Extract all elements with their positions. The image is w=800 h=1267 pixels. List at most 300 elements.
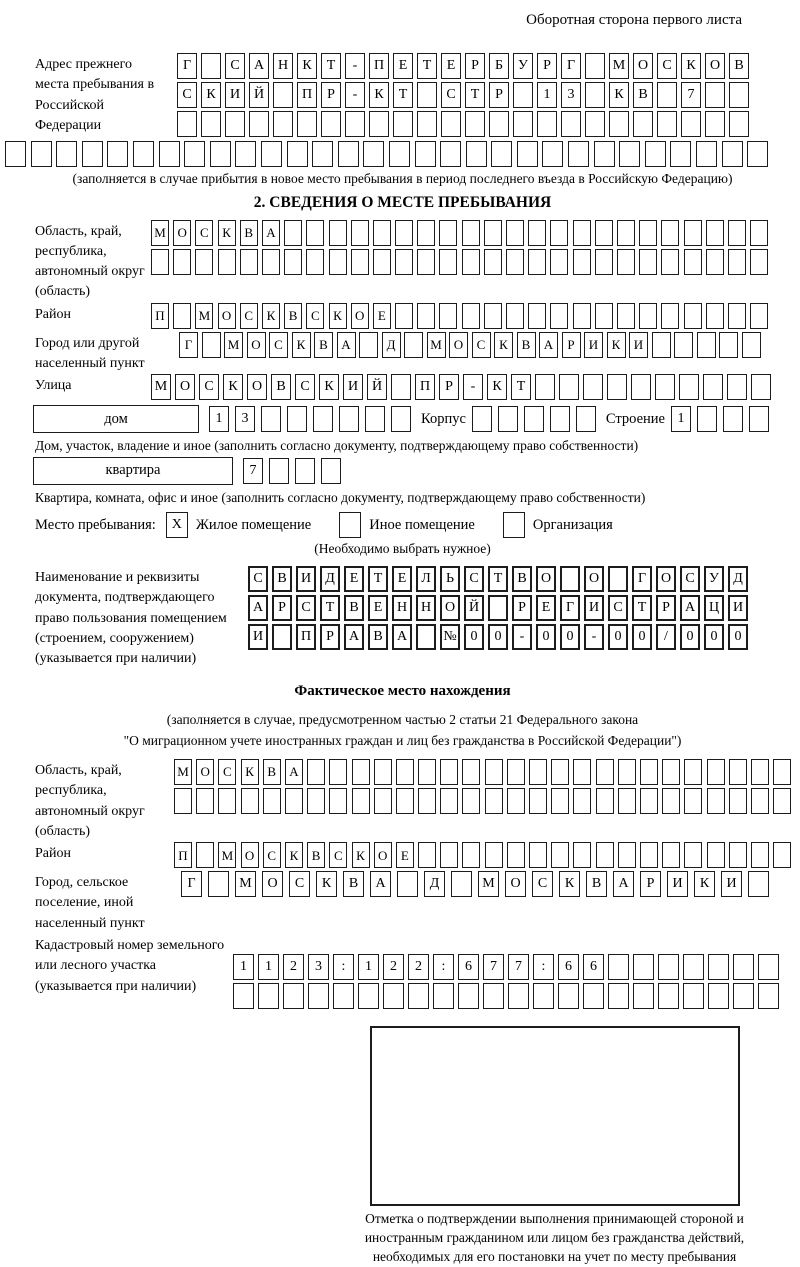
char-box[interactable] (773, 759, 791, 785)
char-box[interactable]: Е (441, 53, 461, 79)
char-box[interactable]: В (368, 624, 388, 650)
char-box[interactable]: В (512, 566, 532, 592)
char-box[interactable]: К (607, 332, 626, 358)
char-box[interactable]: Д (728, 566, 748, 592)
char-box[interactable]: О (175, 374, 195, 400)
char-box[interactable] (408, 983, 429, 1009)
char-box[interactable] (417, 111, 437, 137)
char-box[interactable] (440, 759, 458, 785)
char-box[interactable]: О (241, 842, 259, 868)
char-box[interactable] (417, 249, 435, 275)
char-box[interactable]: С (240, 303, 258, 329)
char-box[interactable] (662, 759, 680, 785)
char-box[interactable] (352, 759, 370, 785)
char-box[interactable] (369, 111, 389, 137)
char-box[interactable] (417, 303, 435, 329)
char-box[interactable]: 7 (483, 954, 504, 980)
char-box[interactable]: : (433, 954, 454, 980)
char-box[interactable]: С (306, 303, 324, 329)
char-box[interactable] (395, 249, 413, 275)
char-box[interactable] (751, 842, 769, 868)
char-box[interactable] (729, 111, 749, 137)
char-box[interactable] (440, 788, 458, 814)
char-box[interactable]: 3 (308, 954, 329, 980)
char-box[interactable]: 7 (243, 458, 263, 484)
char-box[interactable]: 2 (283, 954, 304, 980)
char-box[interactable]: Г (177, 53, 197, 79)
char-box[interactable] (528, 303, 546, 329)
char-box[interactable] (396, 759, 414, 785)
char-box[interactable] (208, 871, 229, 897)
char-box[interactable] (359, 332, 378, 358)
char-box[interactable] (329, 249, 347, 275)
char-box[interactable]: Т (488, 566, 508, 592)
char-box[interactable] (550, 406, 570, 432)
char-box[interactable] (662, 842, 680, 868)
char-box[interactable] (462, 842, 480, 868)
char-box[interactable] (498, 406, 518, 432)
char-box[interactable]: М (224, 332, 243, 358)
char-box[interactable]: Р (272, 595, 292, 621)
char-box[interactable] (218, 788, 236, 814)
char-box[interactable]: И (728, 595, 748, 621)
char-box[interactable]: М (427, 332, 446, 358)
char-box[interactable]: С (289, 871, 310, 897)
char-box[interactable] (391, 406, 411, 432)
char-box[interactable]: А (539, 332, 558, 358)
char-box[interactable] (568, 141, 589, 167)
char-box[interactable]: В (517, 332, 536, 358)
char-box[interactable] (658, 983, 679, 1009)
char-box[interactable]: С (225, 53, 245, 79)
char-box[interactable] (441, 111, 461, 137)
char-box[interactable]: Е (536, 595, 556, 621)
char-box[interactable]: Р (439, 374, 459, 400)
char-box[interactable]: 0 (536, 624, 556, 650)
char-box[interactable]: Н (416, 595, 436, 621)
char-box[interactable] (321, 458, 341, 484)
char-box[interactable]: 0 (704, 624, 724, 650)
char-box[interactable]: И (584, 332, 603, 358)
char-box[interactable] (306, 249, 324, 275)
char-box[interactable] (391, 374, 411, 400)
char-box[interactable] (225, 111, 245, 137)
char-box[interactable]: 1 (671, 406, 691, 432)
char-box[interactable]: К (201, 82, 221, 108)
char-box[interactable]: 3 (561, 82, 581, 108)
char-box[interactable] (533, 983, 554, 1009)
char-box[interactable] (396, 788, 414, 814)
char-box[interactable] (462, 788, 480, 814)
char-box[interactable]: Т (368, 566, 388, 592)
char-box[interactable]: 2 (408, 954, 429, 980)
char-box[interactable]: 3 (235, 406, 255, 432)
char-box[interactable]: А (249, 53, 269, 79)
organization-checkbox[interactable] (503, 512, 525, 538)
char-box[interactable] (338, 141, 359, 167)
char-box[interactable] (507, 759, 525, 785)
char-box[interactable] (558, 983, 579, 1009)
char-box[interactable] (697, 406, 717, 432)
char-box[interactable] (418, 842, 436, 868)
char-box[interactable]: Р (321, 82, 341, 108)
char-box[interactable]: Т (320, 595, 340, 621)
char-box[interactable] (196, 788, 214, 814)
char-box[interactable] (524, 406, 544, 432)
char-box[interactable]: У (704, 566, 724, 592)
char-box[interactable]: А (262, 220, 280, 246)
char-box[interactable] (339, 406, 359, 432)
char-box[interactable] (749, 406, 769, 432)
char-box[interactable]: С (218, 759, 236, 785)
char-box[interactable]: С (441, 82, 461, 108)
char-box[interactable]: О (374, 842, 392, 868)
char-box[interactable] (640, 842, 658, 868)
char-box[interactable] (373, 249, 391, 275)
char-box[interactable]: К (494, 332, 513, 358)
char-box[interactable] (329, 220, 347, 246)
char-box[interactable] (705, 82, 725, 108)
char-box[interactable]: Г (561, 53, 581, 79)
char-box[interactable]: Е (396, 842, 414, 868)
char-box[interactable] (513, 111, 533, 137)
char-box[interactable] (529, 788, 547, 814)
char-box[interactable] (750, 220, 768, 246)
char-box[interactable]: - (463, 374, 483, 400)
char-box[interactable] (640, 788, 658, 814)
char-box[interactable]: Е (392, 566, 412, 592)
char-box[interactable]: Т (465, 82, 485, 108)
char-box[interactable]: Р (656, 595, 676, 621)
char-box[interactable]: Л (416, 566, 436, 592)
char-box[interactable]: М (151, 374, 171, 400)
char-box[interactable] (608, 983, 629, 1009)
char-box[interactable] (439, 249, 457, 275)
char-box[interactable] (439, 220, 457, 246)
char-box[interactable] (417, 220, 435, 246)
char-box[interactable]: Е (368, 595, 388, 621)
residential-checkbox[interactable]: X (166, 512, 188, 538)
char-box[interactable] (639, 220, 657, 246)
char-box[interactable] (705, 111, 725, 137)
char-box[interactable]: И (721, 871, 742, 897)
char-box[interactable]: С (248, 566, 268, 592)
char-box[interactable] (418, 788, 436, 814)
char-box[interactable]: О (656, 566, 676, 592)
char-box[interactable] (722, 141, 743, 167)
char-box[interactable] (488, 595, 508, 621)
char-box[interactable]: А (613, 871, 634, 897)
char-box[interactable] (535, 374, 555, 400)
char-box[interactable]: И (584, 595, 604, 621)
char-box[interactable] (439, 303, 457, 329)
char-box[interactable] (389, 141, 410, 167)
char-box[interactable] (261, 141, 282, 167)
char-box[interactable] (550, 249, 568, 275)
char-box[interactable] (560, 566, 580, 592)
char-box[interactable] (728, 303, 746, 329)
char-box[interactable] (284, 220, 302, 246)
char-box[interactable] (151, 249, 169, 275)
char-box[interactable]: И (629, 332, 648, 358)
char-box[interactable] (273, 82, 293, 108)
char-box[interactable] (462, 249, 480, 275)
char-box[interactable] (573, 249, 591, 275)
char-box[interactable] (358, 983, 379, 1009)
char-box[interactable] (773, 842, 791, 868)
char-box[interactable]: О (351, 303, 369, 329)
char-box[interactable]: Р (640, 871, 661, 897)
char-box[interactable]: У (513, 53, 533, 79)
char-box[interactable] (484, 249, 502, 275)
char-box[interactable]: О (705, 53, 725, 79)
char-box[interactable] (751, 759, 769, 785)
char-box[interactable] (773, 788, 791, 814)
char-box[interactable] (573, 759, 591, 785)
char-box[interactable]: А (344, 624, 364, 650)
char-box[interactable] (210, 141, 231, 167)
char-box[interactable]: Т (321, 53, 341, 79)
char-box[interactable]: Р (537, 53, 557, 79)
char-box[interactable]: О (173, 220, 191, 246)
char-box[interactable]: К (223, 374, 243, 400)
char-box[interactable]: А (248, 595, 268, 621)
char-box[interactable] (159, 141, 180, 167)
char-box[interactable]: С (269, 332, 288, 358)
char-box[interactable]: Т (511, 374, 531, 400)
char-box[interactable]: О (196, 759, 214, 785)
char-box[interactable] (5, 141, 26, 167)
char-box[interactable] (374, 788, 392, 814)
char-box[interactable] (661, 303, 679, 329)
char-box[interactable]: 1 (209, 406, 229, 432)
char-box[interactable] (750, 249, 768, 275)
char-box[interactable]: Й (367, 374, 387, 400)
char-box[interactable]: : (333, 954, 354, 980)
char-box[interactable] (173, 249, 191, 275)
char-box[interactable]: Г (179, 332, 198, 358)
char-box[interactable]: М (195, 303, 213, 329)
char-box[interactable]: 0 (464, 624, 484, 650)
char-box[interactable] (727, 374, 747, 400)
char-box[interactable] (729, 759, 747, 785)
char-box[interactable]: С (464, 566, 484, 592)
char-box[interactable]: К (316, 871, 337, 897)
char-box[interactable] (329, 759, 347, 785)
char-box[interactable] (595, 303, 613, 329)
char-box[interactable] (573, 788, 591, 814)
char-box[interactable] (313, 406, 333, 432)
char-box[interactable] (306, 220, 324, 246)
char-box[interactable] (528, 249, 546, 275)
char-box[interactable]: 1 (233, 954, 254, 980)
char-box[interactable]: Г (181, 871, 202, 897)
char-box[interactable]: - (345, 53, 365, 79)
char-box[interactable]: 0 (560, 624, 580, 650)
char-box[interactable] (707, 842, 725, 868)
char-box[interactable]: К (241, 759, 259, 785)
char-box[interactable]: В (343, 871, 364, 897)
char-box[interactable] (684, 220, 702, 246)
char-box[interactable] (707, 759, 725, 785)
char-box[interactable] (529, 842, 547, 868)
char-box[interactable] (657, 111, 677, 137)
char-box[interactable] (684, 759, 702, 785)
char-box[interactable] (684, 249, 702, 275)
char-box[interactable]: Й (249, 82, 269, 108)
char-box[interactable]: Р (489, 82, 509, 108)
char-box[interactable]: 6 (458, 954, 479, 980)
char-box[interactable] (655, 374, 675, 400)
char-box[interactable] (507, 842, 525, 868)
char-box[interactable]: С (263, 842, 281, 868)
char-box[interactable]: В (729, 53, 749, 79)
char-box[interactable] (333, 983, 354, 1009)
char-box[interactable] (645, 141, 666, 167)
char-box[interactable]: - (345, 82, 365, 108)
char-box[interactable]: С (296, 595, 316, 621)
char-box[interactable]: И (667, 871, 688, 897)
char-box[interactable] (729, 842, 747, 868)
char-box[interactable]: Г (632, 566, 652, 592)
char-box[interactable] (321, 111, 341, 137)
char-box[interactable]: К (218, 220, 236, 246)
char-box[interactable] (287, 406, 307, 432)
char-box[interactable] (596, 759, 614, 785)
char-box[interactable] (697, 332, 716, 358)
char-box[interactable] (703, 374, 723, 400)
char-box[interactable] (485, 759, 503, 785)
char-box[interactable]: А (392, 624, 412, 650)
char-box[interactable]: Е (393, 53, 413, 79)
char-box[interactable] (308, 983, 329, 1009)
char-box[interactable] (258, 983, 279, 1009)
char-box[interactable] (559, 374, 579, 400)
char-box[interactable] (397, 871, 418, 897)
char-box[interactable] (352, 788, 370, 814)
char-box[interactable] (573, 303, 591, 329)
char-box[interactable]: И (343, 374, 363, 400)
char-box[interactable] (365, 406, 385, 432)
char-box[interactable]: М (151, 220, 169, 246)
char-box[interactable]: И (225, 82, 245, 108)
char-box[interactable]: - (512, 624, 532, 650)
char-box[interactable] (440, 842, 458, 868)
char-box[interactable]: Е (344, 566, 364, 592)
char-box[interactable] (373, 220, 391, 246)
char-box[interactable]: № (440, 624, 460, 650)
char-box[interactable]: К (262, 303, 280, 329)
char-box[interactable] (561, 111, 581, 137)
char-box[interactable]: 0 (680, 624, 700, 650)
char-box[interactable]: В (271, 374, 291, 400)
char-box[interactable] (733, 954, 754, 980)
char-box[interactable] (202, 332, 221, 358)
char-box[interactable] (484, 220, 502, 246)
char-box[interactable] (307, 788, 325, 814)
char-box[interactable] (683, 983, 704, 1009)
char-box[interactable] (177, 111, 197, 137)
char-box[interactable] (285, 788, 303, 814)
char-box[interactable]: П (369, 53, 389, 79)
char-box[interactable]: С (329, 842, 347, 868)
char-box[interactable] (458, 983, 479, 1009)
char-box[interactable]: К (292, 332, 311, 358)
char-box[interactable] (462, 220, 480, 246)
char-box[interactable] (551, 842, 569, 868)
char-box[interactable]: В (344, 595, 364, 621)
char-box[interactable] (758, 954, 779, 980)
char-box[interactable]: О (440, 595, 460, 621)
char-box[interactable]: 1 (358, 954, 379, 980)
char-box[interactable]: В (307, 842, 325, 868)
char-box[interactable]: Ц (704, 595, 724, 621)
char-box[interactable]: С (657, 53, 677, 79)
char-box[interactable] (489, 111, 509, 137)
char-box[interactable]: П (297, 82, 317, 108)
char-box[interactable] (617, 303, 635, 329)
char-box[interactable] (595, 249, 613, 275)
char-box[interactable] (719, 332, 738, 358)
char-box[interactable]: А (680, 595, 700, 621)
char-box[interactable]: П (174, 842, 192, 868)
char-box[interactable]: 1 (258, 954, 279, 980)
char-box[interactable] (728, 249, 746, 275)
char-box[interactable] (728, 220, 746, 246)
char-box[interactable] (491, 141, 512, 167)
char-box[interactable] (594, 141, 615, 167)
char-box[interactable]: Р (320, 624, 340, 650)
char-box[interactable] (639, 303, 657, 329)
char-box[interactable]: Н (392, 595, 412, 621)
char-box[interactable] (729, 788, 747, 814)
char-box[interactable]: 0 (728, 624, 748, 650)
char-box[interactable] (679, 374, 699, 400)
char-box[interactable]: К (352, 842, 370, 868)
char-box[interactable] (617, 249, 635, 275)
char-box[interactable]: 7 (508, 954, 529, 980)
char-box[interactable] (262, 249, 280, 275)
char-box[interactable]: Р (465, 53, 485, 79)
char-box[interactable] (195, 249, 213, 275)
char-box[interactable]: М (218, 842, 236, 868)
char-box[interactable] (312, 141, 333, 167)
char-box[interactable] (661, 249, 679, 275)
char-box[interactable] (507, 788, 525, 814)
char-box[interactable]: С (177, 82, 197, 108)
char-box[interactable]: О (633, 53, 653, 79)
char-box[interactable]: Ь (440, 566, 460, 592)
char-box[interactable] (393, 111, 413, 137)
char-box[interactable] (631, 374, 651, 400)
char-box[interactable]: Е (373, 303, 391, 329)
char-box[interactable] (272, 624, 292, 650)
char-box[interactable] (513, 82, 533, 108)
char-box[interactable] (607, 374, 627, 400)
char-box[interactable]: К (681, 53, 701, 79)
char-box[interactable] (462, 303, 480, 329)
char-box[interactable] (639, 249, 657, 275)
char-box[interactable]: И (296, 566, 316, 592)
char-box[interactable] (640, 759, 658, 785)
char-box[interactable] (583, 983, 604, 1009)
char-box[interactable] (483, 983, 504, 1009)
char-box[interactable] (706, 220, 724, 246)
char-box[interactable]: Г (560, 595, 580, 621)
char-box[interactable] (670, 141, 691, 167)
char-box[interactable] (633, 954, 654, 980)
char-box[interactable]: П (296, 624, 316, 650)
